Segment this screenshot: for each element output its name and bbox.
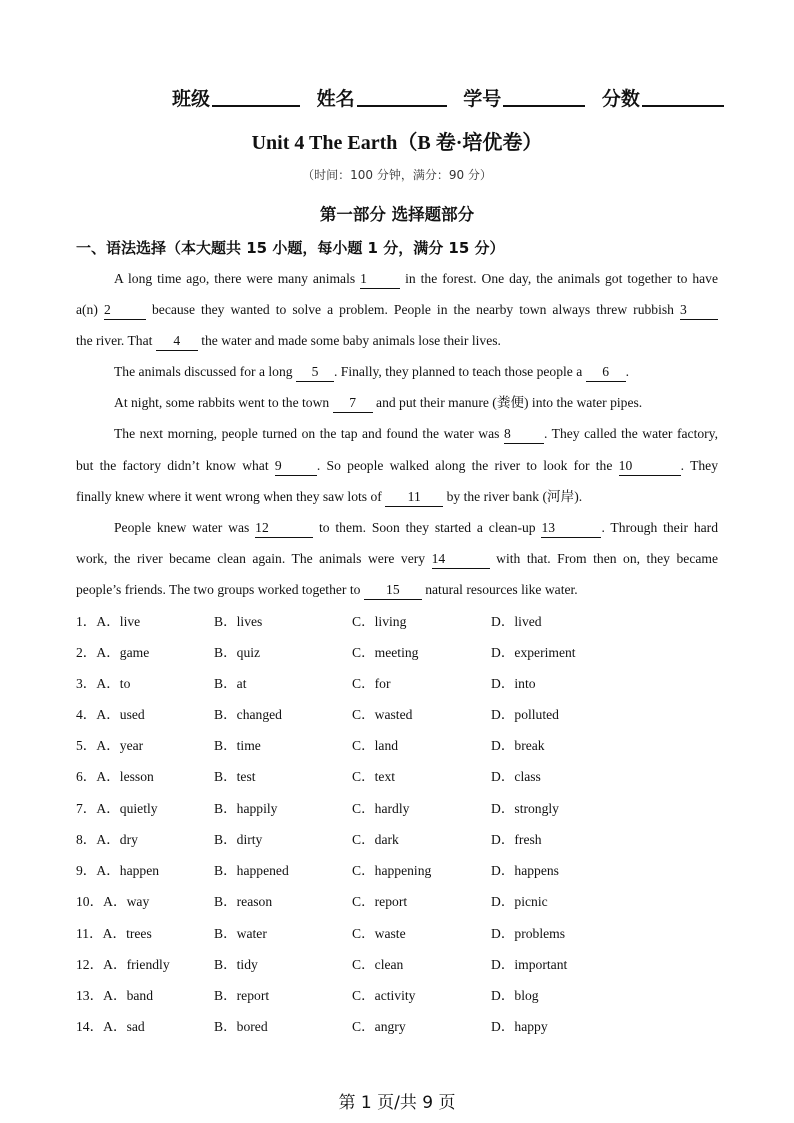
blank-1[interactable]: 1	[360, 271, 400, 289]
passage-text: finally knew where it went wrong when they saw lots of	[76, 489, 382, 504]
passage-text: the river. That	[76, 333, 153, 348]
student-id-label: 学号	[463, 88, 502, 110]
option-d[interactable]: D．happy	[491, 1019, 548, 1034]
passage-text: a(n)	[76, 302, 98, 317]
passage-text: The animals discussed for a long	[114, 364, 293, 379]
passage-text: and put their manure (粪便) into the water pipes.	[376, 395, 643, 410]
passage-text: to them. Soon they started a clean-up	[318, 520, 536, 535]
option-d[interactable]: D．lived	[491, 614, 542, 629]
option-d[interactable]: D．experiment	[491, 645, 576, 660]
option-c[interactable]: C．wasted	[352, 707, 413, 722]
passage-text: At night, some rabbits went to the town	[114, 395, 330, 410]
question-options	[76, 611, 636, 633]
option-b[interactable]: B．dirty	[214, 832, 263, 847]
class-blank[interactable]	[212, 87, 300, 107]
option-d[interactable]: D．problems	[491, 926, 566, 941]
passage-line	[114, 423, 718, 445]
blank-13[interactable]: 13	[541, 520, 601, 538]
option-b[interactable]: B．changed	[214, 707, 282, 722]
option-b[interactable]: B．time	[214, 738, 261, 753]
option-d[interactable]: D．happens	[491, 863, 559, 878]
page-number-footer: 第 1 页/共 9 页	[338, 1093, 456, 1113]
option-c[interactable]: C．text	[352, 769, 396, 784]
option-c[interactable]: C．report	[352, 894, 408, 909]
option-d[interactable]: D．polluted	[491, 707, 559, 722]
blank-4[interactable]: 4	[156, 333, 198, 351]
option-a[interactable]: 3．A．to	[76, 676, 131, 691]
name-blank[interactable]	[357, 87, 447, 107]
question-options	[76, 985, 636, 1007]
passage-line	[76, 486, 718, 508]
option-b[interactable]: B．happily	[214, 801, 278, 816]
option-a[interactable]: 13．A．band	[76, 988, 154, 1003]
exam-time-note: （时间：100 分钟，满分：90 分）	[302, 168, 492, 182]
option-a[interactable]: 8．A．dry	[76, 832, 138, 847]
option-d[interactable]: D．class	[491, 769, 541, 784]
passage-text: with that. From then on, they became	[496, 551, 718, 566]
blank-14[interactable]: 14	[432, 551, 490, 569]
blank-10[interactable]: 10	[619, 458, 681, 476]
option-a[interactable]: 2．A．game	[76, 645, 150, 660]
option-b[interactable]: B．quiz	[214, 645, 261, 660]
option-c[interactable]: C．activity	[352, 988, 416, 1003]
passage-text: . Through their hard	[601, 520, 718, 535]
passage-text: by the river bank (河岸).	[446, 489, 583, 504]
option-b[interactable]: B．happened	[214, 863, 289, 878]
document-title: Unit 4 The Earth（B 卷·培优卷）	[251, 132, 543, 154]
question-options	[76, 829, 636, 851]
passage-text: . They called the water factory,	[543, 426, 718, 441]
option-d[interactable]: D．into	[491, 676, 536, 691]
question-options	[76, 1016, 636, 1038]
passage-text: people’s friends. The two groups worked together to	[76, 582, 361, 597]
option-c[interactable]: C．waste	[352, 926, 406, 941]
blank-9[interactable]: 9	[275, 458, 317, 476]
option-d[interactable]: D．fresh	[491, 832, 542, 847]
passage-text: The next morning, people turned on the tap and found the water was	[114, 426, 500, 441]
passage-text: in the forest. One day, the animals got together to have	[405, 271, 719, 286]
option-c[interactable]: C．clean	[352, 957, 404, 972]
option-b[interactable]: B．tidy	[214, 957, 258, 972]
option-a[interactable]: 14．A．sad	[76, 1019, 145, 1034]
option-c[interactable]: C．angry	[352, 1019, 406, 1034]
passage-text: . They	[680, 458, 718, 473]
blank-6[interactable]: 6	[586, 364, 626, 382]
question-options	[76, 798, 636, 820]
passage-line	[76, 299, 718, 321]
option-a[interactable]: 9．A．happen	[76, 863, 160, 878]
question-options	[76, 860, 636, 882]
question-options	[76, 735, 636, 757]
passage-line	[76, 455, 718, 477]
option-c[interactable]: C．living	[352, 614, 407, 629]
question-options	[76, 704, 636, 726]
option-b[interactable]: B．bored	[214, 1019, 268, 1034]
question-options	[76, 673, 636, 695]
blank-5[interactable]: 5	[296, 364, 334, 382]
blank-7[interactable]: 7	[333, 395, 373, 413]
passage-text: . Finally, they planned to teach those people a	[333, 364, 583, 379]
question-options	[76, 923, 636, 945]
score-label: 分数	[601, 88, 640, 110]
passage-line	[114, 517, 718, 539]
student-info-header	[172, 84, 732, 111]
passage-text: but the factory didn’t know what	[76, 458, 269, 473]
option-c[interactable]: C．hardly	[352, 801, 410, 816]
section-title: 一、语法选择（本大题共 15 小题，每小题 1 分，满分 15 分）	[76, 239, 505, 257]
option-b[interactable]: B．at	[214, 676, 247, 691]
passage-line	[114, 392, 718, 414]
option-d[interactable]: D．strongly	[491, 801, 559, 816]
score-blank[interactable]	[642, 87, 724, 107]
passage-line	[76, 330, 718, 352]
option-b[interactable]: B．test	[214, 769, 256, 784]
option-c[interactable]: C．dark	[352, 832, 399, 847]
option-a[interactable]: 5．A．year	[76, 738, 144, 753]
part-title: 第一部分 选择题部分	[319, 205, 475, 224]
blank-3[interactable]: 3	[680, 302, 718, 320]
option-a[interactable]: 6．A．lesson	[76, 769, 154, 784]
question-options	[76, 954, 636, 976]
question-options	[76, 766, 636, 788]
passage-text: work, the river became clean again. The animals were very	[76, 551, 426, 566]
option-b[interactable]: B．report	[214, 988, 270, 1003]
option-b[interactable]: B．water	[214, 926, 267, 941]
option-a[interactable]: 11．A．trees	[76, 926, 152, 941]
option-c[interactable]: C．for	[352, 676, 391, 691]
blank-8[interactable]: 8	[504, 426, 544, 444]
option-c[interactable]: C．meeting	[352, 645, 419, 660]
passage-text: . So people walked along the river to look for the	[316, 458, 613, 473]
passage-text: People knew water was	[114, 520, 250, 535]
class-field[interactable]	[172, 84, 300, 111]
passage-text: because they wanted to solve a problem. People in the nearby town always threw rubbish	[151, 302, 674, 317]
student-id-blank[interactable]	[503, 87, 585, 107]
option-c[interactable]: C．land	[352, 738, 399, 753]
passage-line	[114, 361, 718, 383]
blank-15[interactable]: 15	[364, 582, 422, 600]
student-id-field[interactable]	[463, 84, 585, 111]
blank-12[interactable]: 12	[255, 520, 313, 538]
option-b[interactable]: B．reason	[214, 894, 273, 909]
blank-2[interactable]: 2	[104, 302, 146, 320]
option-b[interactable]: B．lives	[214, 614, 263, 629]
passage-line	[76, 579, 718, 601]
name-label: 姓名	[316, 88, 355, 110]
option-c[interactable]: C．happening	[352, 863, 432, 878]
blank-11[interactable]: 11	[385, 489, 443, 507]
passage-text: .	[625, 364, 630, 379]
option-a[interactable]: 10．A．way	[76, 894, 150, 909]
question-options	[76, 642, 636, 664]
option-d[interactable]: D．blog	[491, 988, 539, 1003]
passage-text: natural resources like water.	[425, 582, 578, 597]
option-a[interactable]: 1．A．live	[76, 614, 141, 629]
passage-text: A long time ago, there were many animals	[114, 271, 356, 286]
score-field[interactable]	[602, 84, 724, 111]
question-options	[76, 891, 636, 913]
option-a[interactable]: 4．A．used	[76, 707, 145, 722]
name-field[interactable]	[317, 84, 447, 111]
passage-line	[76, 548, 718, 570]
option-d[interactable]: D．break	[491, 738, 545, 753]
option-a[interactable]: 12．A．friendly	[76, 957, 170, 972]
option-a[interactable]: 7．A．quietly	[76, 801, 158, 816]
option-d[interactable]: D．picnic	[491, 894, 548, 909]
class-label: 班级	[172, 88, 211, 110]
option-d[interactable]: D．important	[491, 957, 568, 972]
passage-line	[114, 268, 718, 290]
passage-text: the water and made some baby animals lose their lives.	[201, 333, 501, 348]
